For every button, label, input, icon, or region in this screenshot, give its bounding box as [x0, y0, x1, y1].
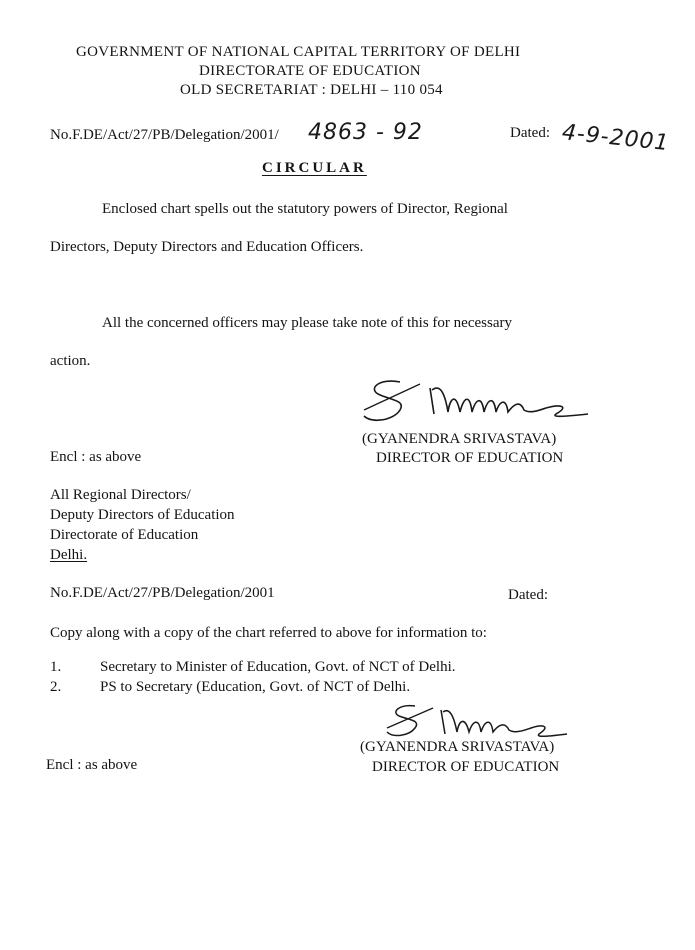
addressee-line-2: Deputy Directors of Education	[50, 507, 235, 523]
handwritten-date: 4-9-2001	[560, 120, 671, 157]
dated-label: Dated:	[510, 125, 550, 141]
handwritten-signature-1	[360, 370, 610, 430]
copy-intro: Copy along with a copy of the chart referred to above for information to:	[50, 625, 487, 641]
addressee-line-4: Delhi.	[50, 547, 88, 563]
signatory-name-1: (GYANENDRA SRIVASTAVA)	[362, 431, 557, 447]
handwritten-despatch-number: 4863 - 92	[308, 120, 423, 145]
signatory-title-1: DIRECTOR OF EDUCATION	[376, 450, 564, 466]
copy-item-2-number: 2.	[50, 679, 62, 695]
signatory-title-2: DIRECTOR OF EDUCATION	[372, 759, 560, 775]
circular-title: CIRCULAR	[262, 160, 367, 176]
header-line-3: OLD SECRETARIAT : DELHI – 110 054	[180, 82, 443, 98]
header-line-1: GOVERNMENT OF NATIONAL CAPITAL TERRITORY OF DELHI	[76, 44, 521, 60]
body-paragraph-2-line-1: All the concerned officers may please take note of this for necessary	[102, 315, 512, 331]
addressee-line-1: All Regional Directors/	[50, 487, 191, 503]
reference-number: No.F.DE/Act/27/PB/Delegation/2001/	[50, 127, 279, 143]
signatory-name-2: (GYANENDRA SRIVASTAVA)	[360, 739, 555, 755]
copy-item-2-text: PS to Secretary (Education, Govt. of NCT of Delhi.	[100, 679, 411, 695]
body-paragraph-1-line-1: Enclosed chart spells out the statutory powers of Director, Regional	[102, 201, 508, 217]
addressee-line-3: Directorate of Education	[50, 527, 199, 543]
copy-reference-number: No.F.DE/Act/27/PB/Delegation/2001	[50, 585, 275, 601]
copy-item-1-text: Secretary to Minister of Education, Govt. of NCT of Delhi.	[100, 659, 456, 675]
body-paragraph-1-line-2: Directors, Deputy Directors and Education Officers.	[50, 239, 364, 255]
enclosure-note-2: Encl : as above	[46, 757, 138, 773]
copy-item-1-number: 1.	[50, 659, 62, 675]
header-line-2: DIRECTORATE OF EDUCATION	[199, 63, 421, 79]
body-paragraph-2-line-2: action.	[50, 353, 91, 369]
enclosure-note-1: Encl : as above	[50, 449, 142, 465]
copy-dated-label: Dated:	[508, 587, 548, 603]
